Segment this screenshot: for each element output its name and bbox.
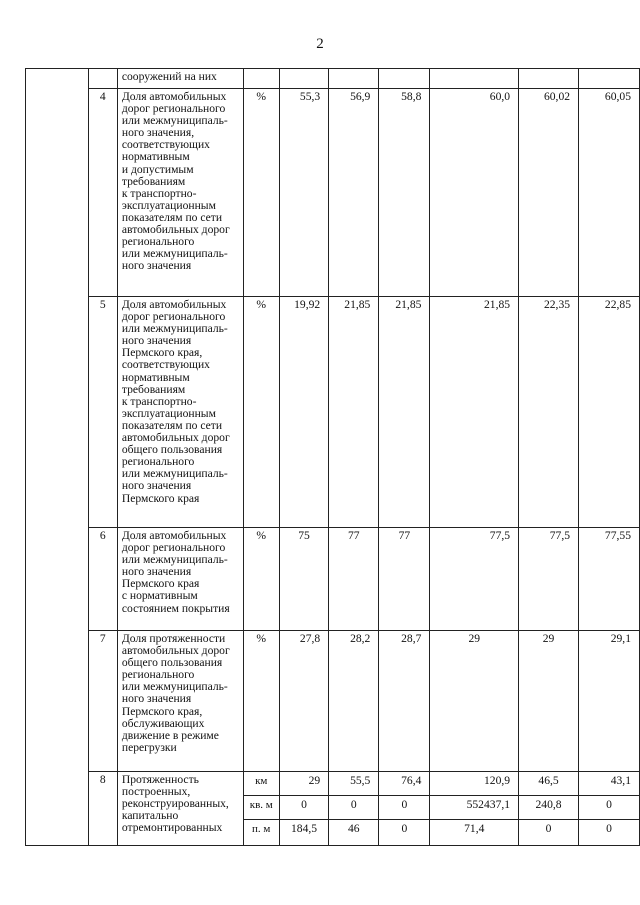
- description-line: нормативным: [121, 150, 190, 164]
- description-line: к транспортно-: [121, 186, 197, 200]
- description-line: отремонтированных: [121, 821, 223, 835]
- value-cell: 60,0: [430, 89, 519, 297]
- description-line: ного значения,: [121, 126, 195, 140]
- description-line: Пермского края: [121, 577, 200, 591]
- value-cell: 29: [430, 631, 519, 772]
- row-number: 4: [88, 89, 117, 297]
- description-line: перегрузки: [121, 740, 177, 754]
- value-cell: 76,4: [379, 772, 430, 796]
- row-number: 7: [88, 631, 117, 772]
- value-cell: 77: [379, 528, 430, 631]
- value-cell: 29: [279, 772, 328, 796]
- unit-cell: [243, 69, 279, 89]
- value-cell: 0: [579, 820, 640, 846]
- value-cell: 43,1: [579, 772, 640, 796]
- description-line: реконструированных,: [121, 797, 229, 811]
- side-column: [26, 69, 89, 846]
- description-line: Доля протяженности: [121, 632, 226, 645]
- description-line: или межмуниципаль-: [121, 114, 228, 128]
- description-line: с нормативным: [121, 589, 198, 603]
- row-number: 6: [88, 528, 117, 631]
- value-cell: 77,55: [579, 528, 640, 631]
- unit-cell: кв. м: [243, 796, 279, 820]
- description-line: показателям по сети: [121, 418, 223, 432]
- description-line: ного значения: [121, 334, 192, 348]
- description-line: ного значения: [121, 692, 192, 706]
- value-cell: [279, 69, 328, 89]
- value-cell: 75: [279, 528, 328, 631]
- value-cell: [579, 69, 640, 89]
- value-cell: 55,3: [279, 89, 328, 297]
- description-line: или межмуниципаль-: [121, 680, 228, 694]
- description-line: Пермского края,: [121, 704, 203, 718]
- unit-cell: %: [243, 89, 279, 297]
- description-line: Пермского края,: [121, 346, 203, 360]
- value-cell: [430, 69, 519, 89]
- value-cell: 0: [279, 796, 328, 820]
- table-row: [26, 69, 640, 89]
- description-line: Доля автомобильных: [121, 529, 227, 542]
- description-line: Пермского края: [121, 491, 200, 505]
- value-cell: 27,8: [279, 631, 328, 772]
- value-cell: 77,5: [519, 528, 579, 631]
- value-cell: 28,2: [329, 631, 379, 772]
- description-line: автомобильных дорог: [121, 223, 230, 237]
- value-cell: 0: [519, 820, 579, 846]
- unit-cell: %: [243, 631, 279, 772]
- description-line: общего пользования: [121, 656, 223, 670]
- description-line: соответствующих: [121, 138, 210, 152]
- description-line: общего пользования: [121, 443, 223, 457]
- description-line: нормативным: [121, 370, 190, 384]
- description-line: Доля автомобильных: [121, 90, 227, 103]
- value-cell: 19,92: [279, 297, 328, 528]
- value-cell: 21,85: [329, 297, 379, 528]
- unit-cell: п. м: [243, 820, 279, 846]
- value-cell: 71,4: [430, 820, 519, 846]
- description-line: ного значения: [121, 565, 192, 579]
- indicator-description: [117, 772, 243, 846]
- description-line: дорог регионального: [121, 102, 226, 116]
- value-cell: 0: [329, 796, 379, 820]
- value-cell: 21,85: [430, 297, 519, 528]
- value-cell: 0: [579, 796, 640, 820]
- description-line: автомобильных дорог: [121, 644, 230, 658]
- row-number: [88, 69, 117, 89]
- indicator-description: [117, 89, 243, 297]
- page-number: 2: [316, 36, 324, 52]
- description-line: или межмуниципаль-: [121, 553, 228, 567]
- description-line: состоянием покрытия: [121, 601, 230, 615]
- description-line: или межмуниципаль-: [121, 247, 228, 261]
- description-line: требованиям: [121, 382, 186, 396]
- value-cell: 77,5: [430, 528, 519, 631]
- indicators-table: [25, 68, 640, 846]
- value-cell: 184,5: [279, 820, 328, 846]
- table-row: [26, 528, 640, 631]
- value-cell: 77: [329, 528, 379, 631]
- table-row: [26, 772, 640, 796]
- indicator-description: [117, 297, 243, 528]
- description-line: эксплуатационным: [121, 198, 216, 212]
- indicator-description: [117, 631, 243, 772]
- value-cell: [329, 69, 379, 89]
- description-line: соответствующих: [121, 358, 210, 372]
- description-line: обслуживающих: [121, 716, 205, 730]
- unit-cell: км: [243, 772, 279, 796]
- unit-cell: %: [243, 528, 279, 631]
- description-line: эксплуатационным: [121, 406, 216, 420]
- table-row: [26, 297, 640, 528]
- value-cell: [519, 69, 579, 89]
- description-line: сооружений на них: [121, 70, 217, 83]
- value-cell: 56,9: [329, 89, 379, 297]
- value-cell: 29: [519, 631, 579, 772]
- indicator-description: [117, 69, 243, 89]
- value-cell: 0: [379, 796, 430, 820]
- description-line: регионального: [121, 668, 195, 682]
- value-cell: 46: [329, 820, 379, 846]
- table-row: [26, 89, 640, 297]
- value-cell: 120,9: [430, 772, 519, 796]
- description-line: и допустимым: [121, 162, 194, 176]
- description-line: построенных,: [121, 785, 191, 799]
- unit-cell: %: [243, 297, 279, 528]
- description-line: требованиям: [121, 174, 186, 188]
- description-line: дорог регионального: [121, 310, 226, 324]
- value-cell: 28,7: [379, 631, 430, 772]
- description-line: капитально: [121, 809, 179, 823]
- row-number: 8: [88, 772, 117, 846]
- description-line: регионального: [121, 455, 195, 469]
- row-number: 5: [88, 297, 117, 528]
- value-cell: [379, 69, 430, 89]
- value-cell: 58,8: [379, 89, 430, 297]
- value-cell: 22,85: [579, 297, 640, 528]
- description-line: Протяженность: [121, 773, 199, 786]
- value-cell: 55,5: [329, 772, 379, 796]
- description-line: или межмуниципаль-: [121, 322, 228, 336]
- description-line: регионального: [121, 235, 195, 249]
- value-cell: 240,8: [519, 796, 579, 820]
- value-cell: 46,5: [519, 772, 579, 796]
- value-cell: 29,1: [579, 631, 640, 772]
- value-cell: 21,85: [379, 297, 430, 528]
- description-line: Доля автомобильных: [121, 298, 227, 311]
- value-cell: 60,05: [579, 89, 640, 297]
- description-line: ного значения: [121, 259, 192, 273]
- table-row: [26, 631, 640, 772]
- value-cell: 0: [379, 820, 430, 846]
- description-line: дорог регионального: [121, 541, 226, 555]
- value-cell: 60,02: [519, 89, 579, 297]
- description-line: или межмуниципаль-: [121, 467, 228, 481]
- description-line: показателям по сети: [121, 210, 223, 224]
- description-line: движение в режиме: [121, 728, 219, 742]
- indicator-description: [117, 528, 243, 631]
- value-cell: 22,35: [519, 297, 579, 528]
- description-line: к транспортно-: [121, 394, 197, 408]
- description-line: ного значения: [121, 479, 192, 493]
- description-line: автомобильных дорог: [121, 431, 230, 445]
- value-cell: 552437,1: [430, 796, 519, 820]
